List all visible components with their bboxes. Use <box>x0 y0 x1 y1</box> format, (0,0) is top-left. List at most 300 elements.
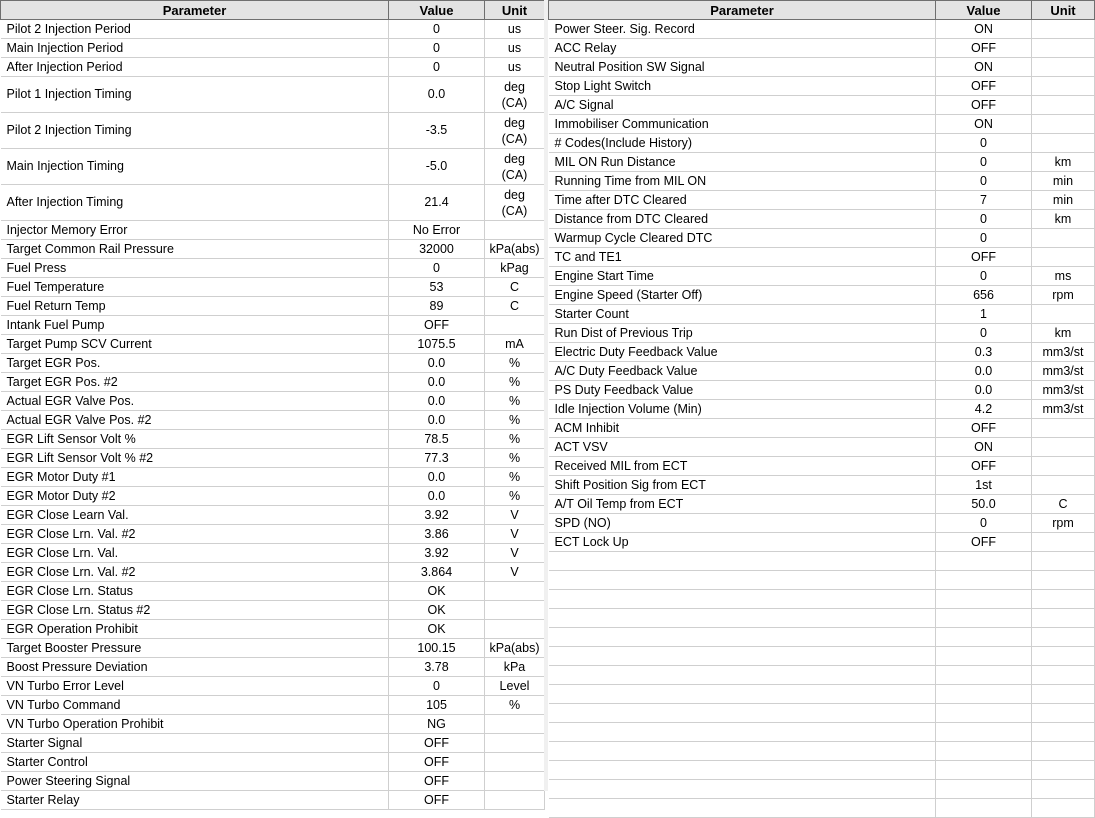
unit-cell: deg (CA) <box>485 77 545 113</box>
table-row[interactable] <box>1 563 545 582</box>
unit-cell <box>485 753 545 772</box>
parameter-cell: Immobiliser Communication <box>549 115 936 134</box>
value-cell: ON <box>936 58 1032 77</box>
unit-cell <box>1032 476 1095 495</box>
unit-cell: % <box>485 468 545 487</box>
value-cell: 32000 <box>389 240 485 259</box>
parameter-cell: Power Steering Signal <box>1 772 389 791</box>
unit-cell <box>485 734 545 753</box>
parameter-cell: EGR Close Lrn. Val. <box>1 544 389 563</box>
value-cell: 1075.5 <box>389 335 485 354</box>
unit-cell: us <box>485 58 545 77</box>
parameter-cell: EGR Close Lrn. Val. #2 <box>1 525 389 544</box>
value-cell: 77.3 <box>389 449 485 468</box>
unit-cell <box>485 316 545 335</box>
left-table-body <box>1 20 545 810</box>
unit-cell: us <box>485 39 545 58</box>
unit-cell: km <box>1032 153 1095 172</box>
parameter-cell: Warmup Cycle Cleared DTC <box>549 229 936 248</box>
parameter-cell: Running Time from MIL ON <box>549 172 936 191</box>
value-cell: OK <box>389 620 485 639</box>
value-cell: OFF <box>389 753 485 772</box>
empty-cell <box>936 628 1032 647</box>
table-row[interactable] <box>1 639 545 658</box>
value-cell: 105 <box>389 696 485 715</box>
table-row[interactable] <box>1 715 545 734</box>
table-row[interactable] <box>1 791 545 810</box>
value-cell: 1 <box>936 305 1032 324</box>
table-row[interactable] <box>549 286 1095 305</box>
value-cell: OFF <box>936 77 1032 96</box>
empty-table-row <box>549 628 1095 647</box>
unit-cell <box>1032 58 1095 77</box>
empty-cell <box>1032 590 1095 609</box>
empty-table-row <box>549 590 1095 609</box>
unit-cell: C <box>485 278 545 297</box>
column-header-parameter[interactable]: Parameter <box>549 1 936 20</box>
unit-cell: deg (CA) <box>485 113 545 149</box>
table-row[interactable] <box>1 449 545 468</box>
parameter-cell: Main Injection Period <box>1 39 389 58</box>
parameter-cell: EGR Close Lrn. Status <box>1 582 389 601</box>
value-cell: 0.0 <box>389 373 485 392</box>
unit-cell <box>1032 438 1095 457</box>
table-row[interactable] <box>549 457 1095 476</box>
parameter-cell: Starter Control <box>1 753 389 772</box>
empty-table-row <box>549 685 1095 704</box>
table-row[interactable] <box>549 191 1095 210</box>
value-cell: ON <box>936 115 1032 134</box>
left-header-row <box>1 1 545 20</box>
table-row[interactable] <box>1 77 545 113</box>
parameter-cell: ACT VSV <box>549 438 936 457</box>
parameter-cell: Neutral Position SW Signal <box>549 58 936 77</box>
table-row[interactable] <box>1 677 545 696</box>
value-cell: 0.0 <box>389 468 485 487</box>
table-row[interactable] <box>549 476 1095 495</box>
parameter-cell: Engine Start Time <box>549 267 936 286</box>
parameter-cell: A/T Oil Temp from ECT <box>549 495 936 514</box>
empty-cell <box>1032 571 1095 590</box>
table-row[interactable] <box>549 115 1095 134</box>
unit-cell: mm3/st <box>1032 343 1095 362</box>
unit-cell <box>485 620 545 639</box>
table-row[interactable] <box>549 305 1095 324</box>
unit-cell: V <box>485 563 545 582</box>
empty-cell <box>936 799 1032 818</box>
unit-cell: % <box>485 696 545 715</box>
empty-cell <box>936 590 1032 609</box>
parameter-cell: Actual EGR Valve Pos. #2 <box>1 411 389 430</box>
parameter-cell: # Codes(Include History) <box>549 134 936 153</box>
table-row[interactable] <box>549 438 1095 457</box>
empty-table-row <box>549 704 1095 723</box>
value-cell: NG <box>389 715 485 734</box>
empty-table-row <box>549 552 1095 571</box>
table-row[interactable] <box>1 39 545 58</box>
unit-cell: km <box>1032 324 1095 343</box>
unit-cell: % <box>485 354 545 373</box>
unit-cell: C <box>1032 495 1095 514</box>
value-cell: -3.5 <box>389 113 485 149</box>
table-row[interactable] <box>1 658 545 677</box>
parameter-cell: Engine Speed (Starter Off) <box>549 286 936 305</box>
empty-cell <box>1032 666 1095 685</box>
value-cell: 0 <box>389 39 485 58</box>
table-row[interactable] <box>549 153 1095 172</box>
table-row[interactable] <box>549 248 1095 267</box>
unit-cell: Level <box>485 677 545 696</box>
table-row[interactable] <box>549 267 1095 286</box>
parameter-cell: Starter Signal <box>1 734 389 753</box>
parameter-cell: EGR Lift Sensor Volt % <box>1 430 389 449</box>
value-cell: ON <box>936 20 1032 39</box>
table-row[interactable] <box>549 20 1095 39</box>
parameter-cell: After Injection Timing <box>1 185 389 221</box>
unit-cell <box>1032 134 1095 153</box>
value-cell: 0.0 <box>389 411 485 430</box>
empty-cell <box>1032 647 1095 666</box>
parameter-cell: Injector Memory Error <box>1 221 389 240</box>
table-row[interactable] <box>549 495 1095 514</box>
unit-cell: % <box>485 411 545 430</box>
empty-cell <box>1032 552 1095 571</box>
value-cell: OFF <box>936 419 1032 438</box>
table-row[interactable] <box>1 259 545 278</box>
value-cell: 3.86 <box>389 525 485 544</box>
unit-cell: V <box>485 506 545 525</box>
value-cell: 0.0 <box>936 362 1032 381</box>
value-cell: 4.2 <box>936 400 1032 419</box>
value-cell: 0.0 <box>389 392 485 411</box>
parameter-cell: SPD (NO) <box>549 514 936 533</box>
unit-cell: V <box>485 544 545 563</box>
table-row[interactable] <box>549 77 1095 96</box>
value-cell: OFF <box>389 791 485 810</box>
unit-cell: % <box>485 487 545 506</box>
value-cell: 1st <box>936 476 1032 495</box>
parameter-cell: Electric Duty Feedback Value <box>549 343 936 362</box>
unit-cell: rpm <box>1032 514 1095 533</box>
table-row[interactable] <box>1 149 545 185</box>
value-cell: No Error <box>389 221 485 240</box>
parameter-cell: Actual EGR Valve Pos. <box>1 392 389 411</box>
empty-table-row <box>549 647 1095 666</box>
unit-cell: V <box>485 525 545 544</box>
table-row[interactable] <box>549 39 1095 58</box>
empty-cell <box>1032 723 1095 742</box>
table-row[interactable] <box>1 278 545 297</box>
parameter-cell: After Injection Period <box>1 58 389 77</box>
empty-table-row <box>549 571 1095 590</box>
value-cell: 53 <box>389 278 485 297</box>
empty-table-row <box>549 742 1095 761</box>
value-cell: 100.15 <box>389 639 485 658</box>
table-row[interactable] <box>549 324 1095 343</box>
value-cell: 0 <box>936 324 1032 343</box>
parameter-cell: EGR Close Learn Val. <box>1 506 389 525</box>
parameter-cell: MIL ON Run Distance <box>549 153 936 172</box>
unit-cell <box>1032 457 1095 476</box>
value-cell: OFF <box>936 248 1032 267</box>
table-row[interactable] <box>1 316 545 335</box>
parameter-cell: EGR Close Lrn. Val. #2 <box>1 563 389 582</box>
empty-cell <box>549 723 936 742</box>
parameter-cell: Target EGR Pos. #2 <box>1 373 389 392</box>
empty-cell <box>936 571 1032 590</box>
unit-cell: % <box>485 392 545 411</box>
value-cell: 3.78 <box>389 658 485 677</box>
parameter-cell: VN Turbo Command <box>1 696 389 715</box>
parameter-cell: EGR Close Lrn. Status #2 <box>1 601 389 620</box>
table-row[interactable] <box>1 544 545 563</box>
parameter-cell: Pilot 2 Injection Timing <box>1 113 389 149</box>
table-row[interactable] <box>1 58 545 77</box>
unit-cell: kPag <box>485 259 545 278</box>
table-row[interactable] <box>1 696 545 715</box>
table-row[interactable] <box>549 400 1095 419</box>
table-row[interactable] <box>549 419 1095 438</box>
parameter-cell: Starter Count <box>549 305 936 324</box>
table-row[interactable] <box>549 533 1095 552</box>
empty-cell <box>936 723 1032 742</box>
empty-cell <box>1032 799 1095 818</box>
column-header-parameter[interactable]: Parameter <box>1 1 389 20</box>
table-row[interactable] <box>549 58 1095 77</box>
empty-cell <box>1032 628 1095 647</box>
unit-cell: ms <box>1032 267 1095 286</box>
table-row[interactable] <box>1 411 545 430</box>
table-row[interactable] <box>1 753 545 772</box>
value-cell: 89 <box>389 297 485 316</box>
empty-cell <box>936 647 1032 666</box>
table-row[interactable] <box>1 620 545 639</box>
table-row[interactable] <box>1 392 545 411</box>
parameter-cell: Fuel Press <box>1 259 389 278</box>
empty-cell <box>549 761 936 780</box>
table-row[interactable] <box>1 506 545 525</box>
unit-cell <box>1032 39 1095 58</box>
unit-cell <box>1032 419 1095 438</box>
table-row[interactable] <box>1 335 545 354</box>
unit-cell <box>1032 533 1095 552</box>
empty-cell <box>1032 704 1095 723</box>
unit-cell: rpm <box>1032 286 1095 305</box>
empty-cell <box>549 780 936 799</box>
unit-cell: mA <box>485 335 545 354</box>
value-cell: 0 <box>936 153 1032 172</box>
value-cell: OFF <box>389 772 485 791</box>
table-row[interactable] <box>549 343 1095 362</box>
table-row[interactable] <box>1 20 545 39</box>
empty-table-row <box>549 761 1095 780</box>
empty-cell <box>1032 761 1095 780</box>
value-cell: ON <box>936 438 1032 457</box>
parameter-cell: Stop Light Switch <box>549 77 936 96</box>
table-row[interactable] <box>1 582 545 601</box>
parameter-cell: EGR Motor Duty #2 <box>1 487 389 506</box>
empty-cell <box>936 780 1032 799</box>
empty-table-row <box>549 666 1095 685</box>
parameter-cell: VN Turbo Error Level <box>1 677 389 696</box>
value-cell: 3.92 <box>389 544 485 563</box>
table-row[interactable] <box>1 354 545 373</box>
unit-cell: min <box>1032 172 1095 191</box>
unit-cell: % <box>485 430 545 449</box>
table-row[interactable] <box>1 468 545 487</box>
empty-cell <box>936 552 1032 571</box>
unit-cell: kPa <box>485 658 545 677</box>
table-row[interactable] <box>1 221 545 240</box>
empty-cell <box>936 704 1032 723</box>
right-header-row <box>549 1 1095 20</box>
empty-cell <box>549 799 936 818</box>
unit-cell: kPa(abs) <box>485 240 545 259</box>
value-cell: 0 <box>936 514 1032 533</box>
value-cell: 0 <box>936 210 1032 229</box>
value-cell: OFF <box>936 457 1032 476</box>
empty-cell <box>1032 780 1095 799</box>
empty-cell <box>549 609 936 628</box>
value-cell: 0.0 <box>389 354 485 373</box>
value-cell: OFF <box>936 533 1032 552</box>
empty-cell <box>549 704 936 723</box>
unit-cell: % <box>485 449 545 468</box>
empty-cell <box>936 666 1032 685</box>
empty-table-row <box>549 799 1095 818</box>
value-cell: 78.5 <box>389 430 485 449</box>
table-row[interactable] <box>549 210 1095 229</box>
value-cell: 3.864 <box>389 563 485 582</box>
parameter-cell: ACM Inhibit <box>549 419 936 438</box>
parameter-cell: Intank Fuel Pump <box>1 316 389 335</box>
value-cell: 0 <box>936 267 1032 286</box>
unit-cell <box>485 791 545 810</box>
empty-cell <box>1032 685 1095 704</box>
parameter-cell: Time after DTC Cleared <box>549 191 936 210</box>
parameter-cell: ACC Relay <box>549 39 936 58</box>
column-header-value[interactable]: Value <box>936 1 1032 20</box>
parameter-cell: Target EGR Pos. <box>1 354 389 373</box>
left-data-table <box>0 0 545 810</box>
unit-cell: mm3/st <box>1032 400 1095 419</box>
unit-cell <box>1032 20 1095 39</box>
unit-cell <box>485 582 545 601</box>
table-row[interactable] <box>1 240 545 259</box>
value-cell: OK <box>389 582 485 601</box>
unit-cell: deg (CA) <box>485 149 545 185</box>
value-cell: 656 <box>936 286 1032 305</box>
parameter-cell: Received MIL from ECT <box>549 457 936 476</box>
value-cell: OFF <box>936 39 1032 58</box>
empty-cell <box>936 761 1032 780</box>
unit-cell <box>485 601 545 620</box>
parameter-cell: Target Booster Pressure <box>1 639 389 658</box>
parameter-cell: A/C Signal <box>549 96 936 115</box>
parameter-cell: Shift Position Sig from ECT <box>549 476 936 495</box>
value-cell: 0 <box>936 134 1032 153</box>
unit-cell <box>1032 229 1095 248</box>
unit-cell: % <box>485 373 545 392</box>
table-row[interactable] <box>1 487 545 506</box>
parameter-cell: Pilot 2 Injection Period <box>1 20 389 39</box>
table-row[interactable] <box>1 772 545 791</box>
table-row[interactable] <box>1 185 545 221</box>
table-row[interactable] <box>1 734 545 753</box>
table-row[interactable] <box>1 297 545 316</box>
table-row[interactable] <box>549 229 1095 248</box>
parameter-cell: Power Steer. Sig. Record <box>549 20 936 39</box>
unit-cell <box>485 772 545 791</box>
parameter-cell: Run Dist of Previous Trip <box>549 324 936 343</box>
parameter-cell: PS Duty Feedback Value <box>549 381 936 400</box>
parameter-cell: EGR Motor Duty #1 <box>1 468 389 487</box>
value-cell: 0 <box>389 58 485 77</box>
value-cell: OFF <box>936 96 1032 115</box>
empty-cell <box>549 742 936 761</box>
empty-cell <box>549 552 936 571</box>
unit-cell: us <box>485 20 545 39</box>
unit-cell: mm3/st <box>1032 381 1095 400</box>
table-row[interactable] <box>1 601 545 620</box>
table-row[interactable] <box>549 381 1095 400</box>
empty-cell <box>549 685 936 704</box>
empty-cell <box>936 742 1032 761</box>
table-row[interactable] <box>549 514 1095 533</box>
table-row[interactable] <box>549 362 1095 381</box>
table-row[interactable] <box>1 373 545 392</box>
empty-cell <box>1032 609 1095 628</box>
value-cell: 3.92 <box>389 506 485 525</box>
table-row[interactable] <box>549 172 1095 191</box>
unit-cell: min <box>1032 191 1095 210</box>
value-cell: 0.0 <box>936 381 1032 400</box>
unit-cell: km <box>1032 210 1095 229</box>
empty-table-row <box>549 723 1095 742</box>
parameter-cell: Idle Injection Volume (Min) <box>549 400 936 419</box>
value-cell: OK <box>389 601 485 620</box>
parameter-cell: Starter Relay <box>1 791 389 810</box>
value-cell: 0.3 <box>936 343 1032 362</box>
left-data-list-panel <box>0 0 544 807</box>
unit-cell <box>1032 305 1095 324</box>
table-row[interactable] <box>1 430 545 449</box>
parameter-cell: Pilot 1 Injection Timing <box>1 77 389 113</box>
unit-cell: kPa(abs) <box>485 639 545 658</box>
column-header-value[interactable]: Value <box>389 1 485 20</box>
empty-cell <box>936 685 1032 704</box>
empty-cell <box>549 647 936 666</box>
empty-table-row <box>549 780 1095 799</box>
parameter-cell: Distance from DTC Cleared <box>549 210 936 229</box>
empty-cell <box>549 590 936 609</box>
parameter-cell: Target Common Rail Pressure <box>1 240 389 259</box>
right-table-body <box>549 20 1095 818</box>
value-cell: 0.0 <box>389 487 485 506</box>
table-row[interactable] <box>1 113 545 149</box>
value-cell: 0 <box>389 677 485 696</box>
value-cell: -5.0 <box>389 149 485 185</box>
parameter-cell: A/C Duty Feedback Value <box>549 362 936 381</box>
value-cell: 7 <box>936 191 1032 210</box>
table-row[interactable] <box>549 134 1095 153</box>
table-row[interactable] <box>549 96 1095 115</box>
parameter-cell: VN Turbo Operation Prohibit <box>1 715 389 734</box>
unit-cell <box>1032 115 1095 134</box>
column-header-unit[interactable]: Unit <box>1032 1 1095 20</box>
table-row[interactable] <box>1 525 545 544</box>
column-header-unit[interactable]: Unit <box>485 1 545 20</box>
